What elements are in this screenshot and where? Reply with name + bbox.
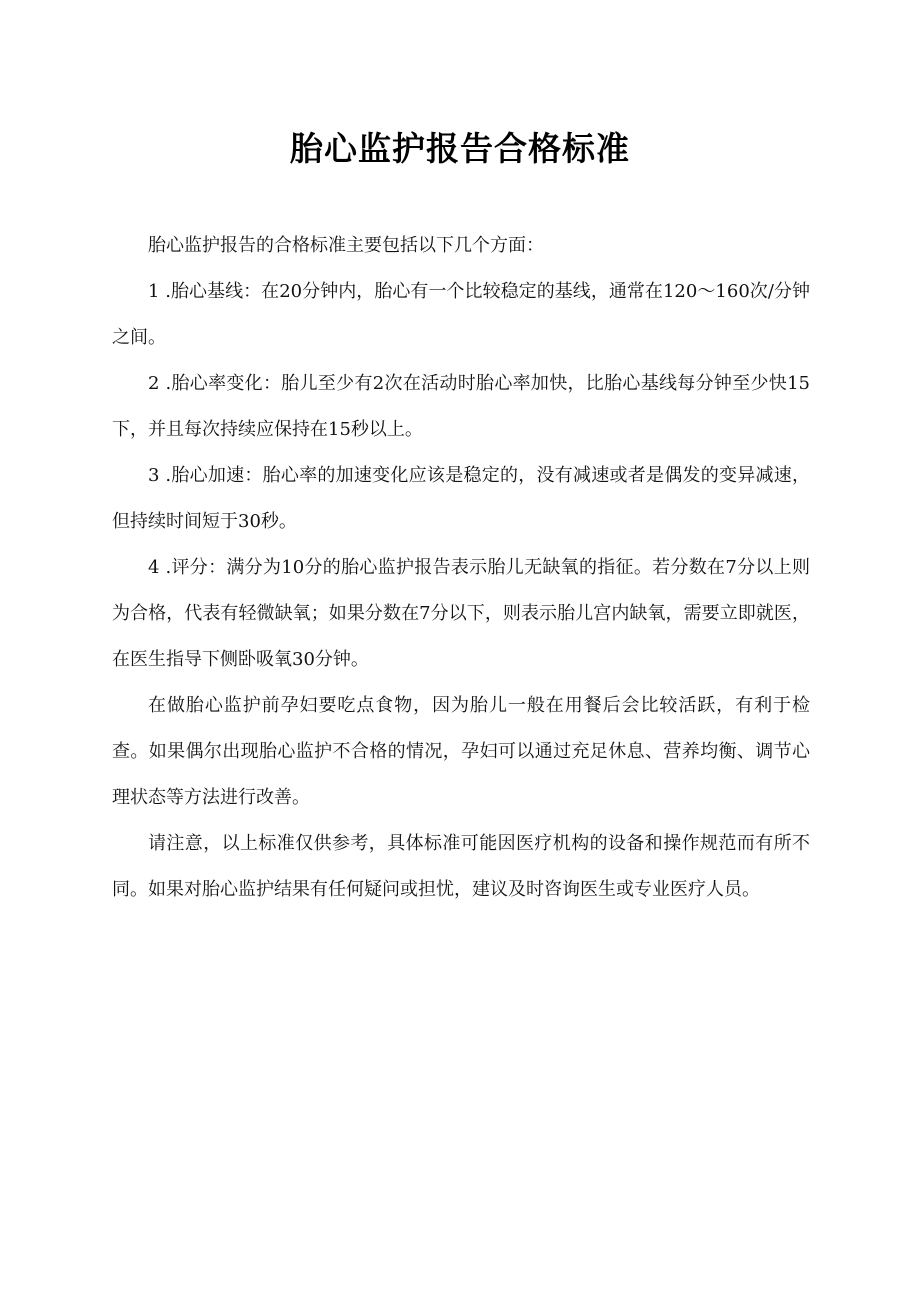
criterion-rate-change-paragraph: 2 .胎心率变化：胎儿至少有2次在活动时胎心率加快，比胎心基线每分钟至少快15下，并且每次持续应保持在15秒以上。 (112, 373, 810, 440)
criterion-baseline-paragraph: 1 .胎心基线：在20分钟内，胎心有一个比较稳定的基线，通常在120～160次/分钟之间。 (112, 281, 810, 348)
intro-paragraph: 胎心监护报告的合格标准主要包括以下几个方面： (148, 235, 544, 256)
criterion-acceleration-paragraph: 3 .胎心加速：胎心率的加速变化应该是稳定的，没有减速或者是偶发的变异减速，但持续时间短于30秒。 (112, 465, 810, 532)
criterion-score-paragraph: 4 .评分：满分为10分的胎心监护报告表示胎儿无缺氧的指征。若分数在7分以上则为合格，代表有轻微缺氧；如果分数在7分以下，则表示胎儿宫内缺氧，需要立即就医，在医生指导下侧卧吸氧30分钟。 (112, 557, 810, 670)
page-title: 胎心监护报告合格标准 (290, 129, 630, 168)
preparation-advice-paragraph: 在做胎心监护前孕妇要吃点食物，因为胎儿一般在用餐后会比较活跃，有利于检查。如果偶尔出现胎心监护不合格的情况，孕妇可以通过充足休息、营养均衡、调节心理状态等方法进行改善。 (112, 695, 810, 808)
document-body (112, 223, 810, 913)
disclaimer-paragraph: 请注意，以上标准仅供参考，具体标准可能因医疗机构的设备和操作规范而有所不同。如果对胎心监护结果有任何疑问或担忧，建议及时咨询医生或专业医疗人员。 (112, 833, 810, 900)
